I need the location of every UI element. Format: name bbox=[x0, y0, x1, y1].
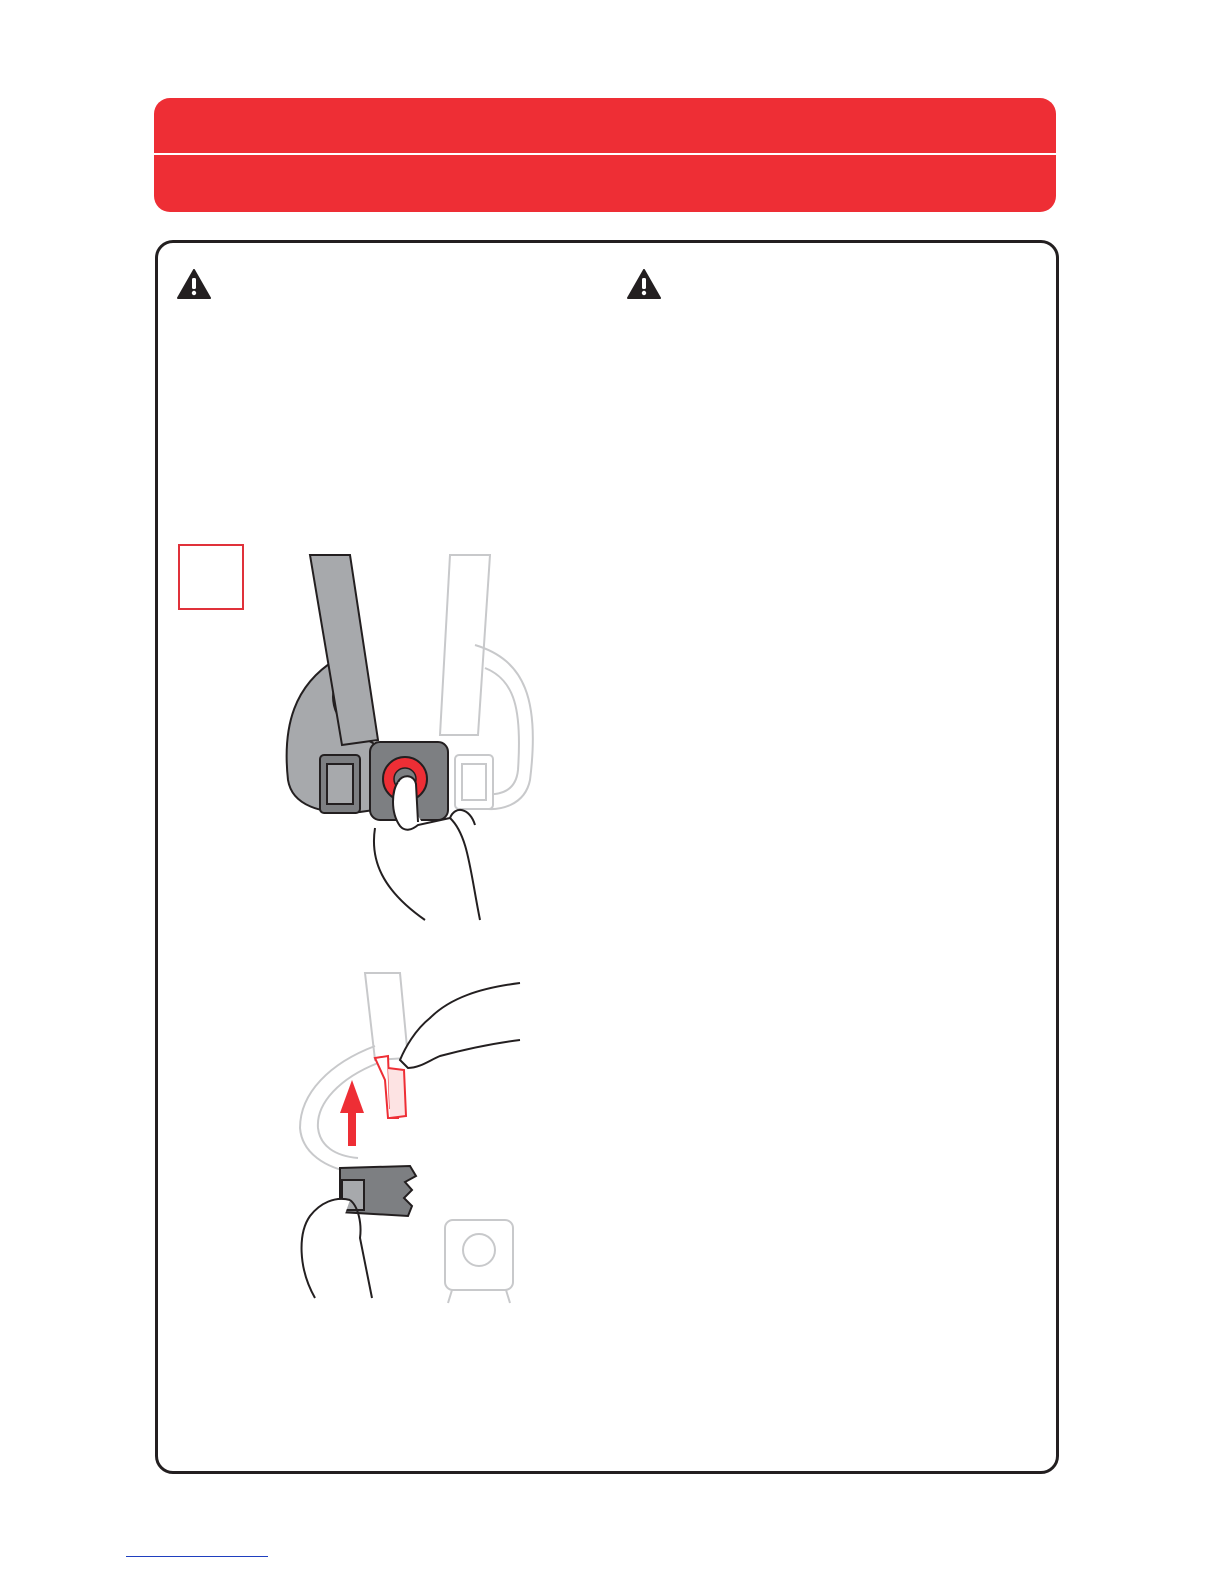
section-header-band bbox=[154, 98, 1056, 212]
pull-buckle-tongue-out-illustration bbox=[280, 968, 540, 1308]
warning-triangle-icon bbox=[177, 269, 211, 299]
header-divider bbox=[154, 153, 1056, 155]
step-number-box bbox=[178, 544, 244, 610]
footer-rule bbox=[126, 1556, 268, 1557]
warning-triangle-icon bbox=[627, 269, 661, 299]
press-buckle-release-button-illustration bbox=[270, 550, 550, 930]
